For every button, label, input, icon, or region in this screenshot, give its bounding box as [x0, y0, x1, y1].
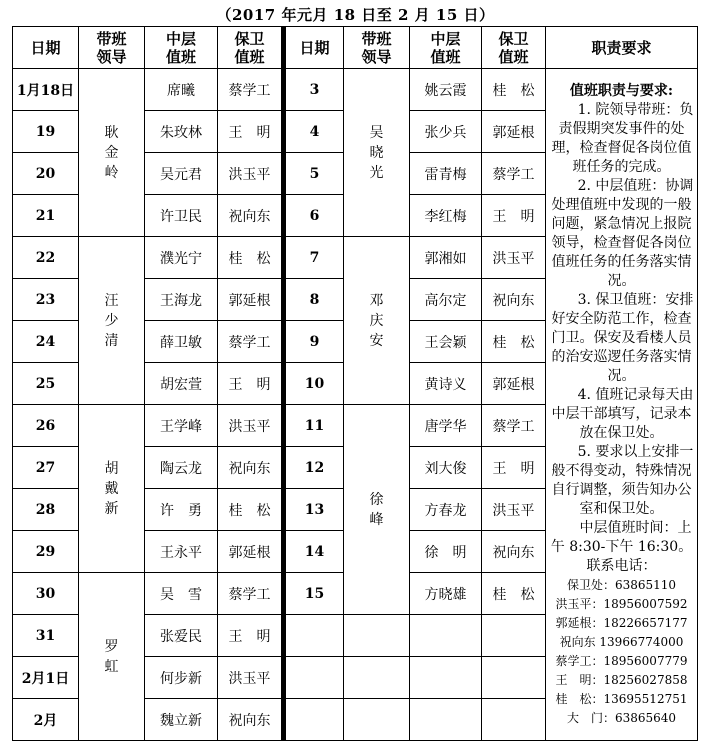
middle-duty-cell: 刘大俊 — [410, 447, 482, 489]
middle-duty-cell: 薛卫敏 — [145, 321, 218, 363]
guard-duty-cell: 郭延根 — [482, 363, 546, 405]
guard-duty-cell: 洪玉平 — [218, 405, 284, 447]
table-row — [13, 69, 698, 111]
date-cell: 23 — [13, 279, 79, 321]
duties-requirements — [546, 69, 698, 741]
middle-duty-cell: 方晓雄 — [410, 573, 482, 615]
date-cell: 10 — [284, 363, 344, 405]
guard-duty-cell: 桂 松 — [482, 573, 546, 615]
leader-cell: 吴 晓 光 — [344, 69, 410, 237]
date-cell: 26 — [13, 405, 79, 447]
guard-duty-cell: 祝向东 — [218, 699, 284, 741]
leader-cell: 徐 峰 — [344, 405, 410, 615]
guard-duty-cell: 蔡学工 — [482, 153, 546, 195]
middle-duty-cell: 何步新 — [145, 657, 218, 699]
empty-cell — [410, 699, 482, 741]
duty-roster-table — [12, 26, 698, 741]
duties-heading: 值班职责与要求: — [569, 82, 674, 99]
date-cell: 8 — [284, 279, 344, 321]
empty-cell — [482, 615, 546, 657]
date-cell: 27 — [13, 447, 79, 489]
guard-duty-cell: 王 明 — [482, 447, 546, 489]
header-middle-right: 中层 值班 — [410, 27, 482, 69]
header-leader-left: 带班 领导 — [79, 27, 145, 69]
guard-duty-cell: 洪玉平 — [482, 489, 546, 531]
guard-duty-cell: 桂 松 — [482, 69, 546, 111]
guard-duty-cell: 蔡学工 — [218, 573, 284, 615]
empty-cell — [284, 615, 344, 657]
date-cell: 3 — [284, 69, 344, 111]
middle-duty-cell: 许 勇 — [145, 489, 218, 531]
contact-line: 保卫处：63865110 — [566, 577, 677, 592]
guard-duty-cell: 祝向东 — [482, 531, 546, 573]
empty-cell — [482, 699, 546, 741]
contact-line: 王 明：18256027858 — [555, 672, 688, 687]
middle-duty-cell: 方春龙 — [410, 489, 482, 531]
duty-item: 1. 院领导带班：负责假期突发事件的处理，检查督促各岗位值班任务的完成。 — [551, 101, 694, 175]
header-middle-left: 中层 值班 — [145, 27, 218, 69]
middle-duty-cell: 王永平 — [145, 531, 218, 573]
header-leader-right: 带班 领导 — [344, 27, 410, 69]
contact-line: 郭延根：18226657177 — [555, 615, 688, 630]
middle-duty-cell: 吴 雪 — [145, 573, 218, 615]
header-date-left: 日期 — [13, 27, 79, 69]
middle-duty-cell: 陶云龙 — [145, 447, 218, 489]
middle-duty-cell: 唐学华 — [410, 405, 482, 447]
leader-cell: 耿 金 岭 — [79, 69, 145, 237]
date-cell: 25 — [13, 363, 79, 405]
header-guard-left: 保卫 值班 — [218, 27, 284, 69]
middle-duty-cell: 胡宏萱 — [145, 363, 218, 405]
middle-duty-cell: 王海龙 — [145, 279, 218, 321]
leader-cell: 汪 少 清 — [79, 237, 145, 405]
middle-duty-cell: 雷青梅 — [410, 153, 482, 195]
contact-line: 祝向东 13966774000 — [559, 634, 684, 649]
middle-duty-cell: 吴元君 — [145, 153, 218, 195]
schedule-period-title: （2017 年元月 18 日至 2 月 15 日） — [216, 6, 495, 24]
date-cell: 21 — [13, 195, 79, 237]
duty-item: 2. 中层值班：协调处理值班中发现的一般问题，紧急情况上报院领导，检查督促各岗位值班任务的任务落实情况。 — [551, 177, 694, 289]
header-date-right: 日期 — [284, 27, 344, 69]
date-cell: 20 — [13, 153, 79, 195]
date-cell: 11 — [284, 405, 344, 447]
contact-line: 洪玉平：18956007592 — [555, 596, 688, 611]
middle-duty-cell: 张少兵 — [410, 111, 482, 153]
empty-cell — [344, 699, 410, 741]
guard-duty-cell: 王 明 — [218, 615, 284, 657]
empty-cell — [344, 657, 410, 699]
middle-duty-cell: 席曦 — [145, 69, 218, 111]
date-cell: 14 — [284, 531, 344, 573]
leader-cell: 胡 戴 新 — [79, 405, 145, 573]
date-cell: 30 — [13, 573, 79, 615]
middle-duty-cell: 王会颖 — [410, 321, 482, 363]
date-cell: 7 — [284, 237, 344, 279]
duty-item: 5. 要求以上安排一般不得变动，特殊情况自行调整，须告知办公室和保卫处。 — [551, 443, 694, 517]
middle-duty-cell: 濮光宁 — [145, 237, 218, 279]
middle-duty-cell: 黄诗义 — [410, 363, 482, 405]
date-cell: 9 — [284, 321, 344, 363]
date-cell: 19 — [13, 111, 79, 153]
guard-duty-cell: 祝向东 — [218, 195, 284, 237]
date-cell: 29 — [13, 531, 79, 573]
guard-duty-cell: 郭延根 — [218, 531, 284, 573]
contact-heading: 联系电话： — [586, 557, 657, 574]
middle-duty-cell: 魏立新 — [145, 699, 218, 741]
date-cell: 28 — [13, 489, 79, 531]
guard-duty-cell: 祝向东 — [218, 447, 284, 489]
date-cell: 5 — [284, 153, 344, 195]
middle-duty-cell: 朱玫林 — [145, 111, 218, 153]
guard-duty-cell: 王 明 — [218, 363, 284, 405]
date-cell: 22 — [13, 237, 79, 279]
middle-duty-cell: 李红梅 — [410, 195, 482, 237]
guard-duty-cell: 桂 松 — [218, 489, 284, 531]
middle-duty-cell: 高尔定 — [410, 279, 482, 321]
guard-duty-cell: 桂 松 — [218, 237, 284, 279]
middle-duty-cell: 王学峰 — [145, 405, 218, 447]
empty-cell — [284, 699, 344, 741]
guard-duty-cell: 洪玉平 — [482, 237, 546, 279]
guard-duty-cell: 郭延根 — [218, 279, 284, 321]
date-cell: 1月18日 — [13, 69, 79, 111]
guard-duty-cell: 洪玉平 — [218, 657, 284, 699]
header-duties: 职责要求 — [546, 27, 698, 69]
guard-duty-cell: 郭延根 — [482, 111, 546, 153]
duty-item: 3. 保卫值班：安排好安全防范工作，检查门卫。保安及看楼人员的治安巡逻任务落实情况。 — [551, 291, 694, 384]
guard-duty-cell: 蔡学工 — [218, 321, 284, 363]
middle-duty-cell: 姚云霞 — [410, 69, 482, 111]
middle-duty-cell: 徐 明 — [410, 531, 482, 573]
empty-cell — [482, 657, 546, 699]
date-cell: 31 — [13, 615, 79, 657]
date-cell: 4 — [284, 111, 344, 153]
contact-line: 桂 松：13695512751 — [555, 691, 688, 706]
date-cell: 15 — [284, 573, 344, 615]
duty-hours: 中层值班时间：上午 8:30-下午 16:30。 — [550, 519, 693, 555]
date-cell: 12 — [284, 447, 344, 489]
middle-duty-cell: 郭湘如 — [410, 237, 482, 279]
leader-cell: 邓 庆 安 — [344, 237, 410, 405]
guard-duty-cell: 王 明 — [218, 111, 284, 153]
guard-duty-cell: 祝向东 — [482, 279, 546, 321]
contact-line: 大 门：63865640 — [566, 710, 677, 725]
date-cell: 6 — [284, 195, 344, 237]
leader-cell: 罗 虹 — [79, 573, 145, 741]
middle-duty-cell: 许卫民 — [145, 195, 218, 237]
guard-duty-cell: 洪玉平 — [218, 153, 284, 195]
header-guard-right: 保卫 值班 — [482, 27, 546, 69]
guard-duty-cell: 王 明 — [482, 195, 546, 237]
date-cell: 24 — [13, 321, 79, 363]
guard-duty-cell: 蔡学工 — [482, 405, 546, 447]
duty-item: 4. 值班记录每天由中层干部填写，记录本放在保卫处。 — [551, 386, 694, 441]
empty-cell — [410, 657, 482, 699]
empty-cell — [284, 657, 344, 699]
empty-cell — [410, 615, 482, 657]
date-cell: 2月1日 — [13, 657, 79, 699]
guard-duty-cell: 桂 松 — [482, 321, 546, 363]
date-cell: 2月 — [13, 699, 79, 741]
empty-cell — [344, 615, 410, 657]
guard-duty-cell: 蔡学工 — [218, 69, 284, 111]
date-cell: 13 — [284, 489, 344, 531]
contact-line: 蔡学工：18956007779 — [555, 653, 688, 668]
middle-duty-cell: 张爱民 — [145, 615, 218, 657]
